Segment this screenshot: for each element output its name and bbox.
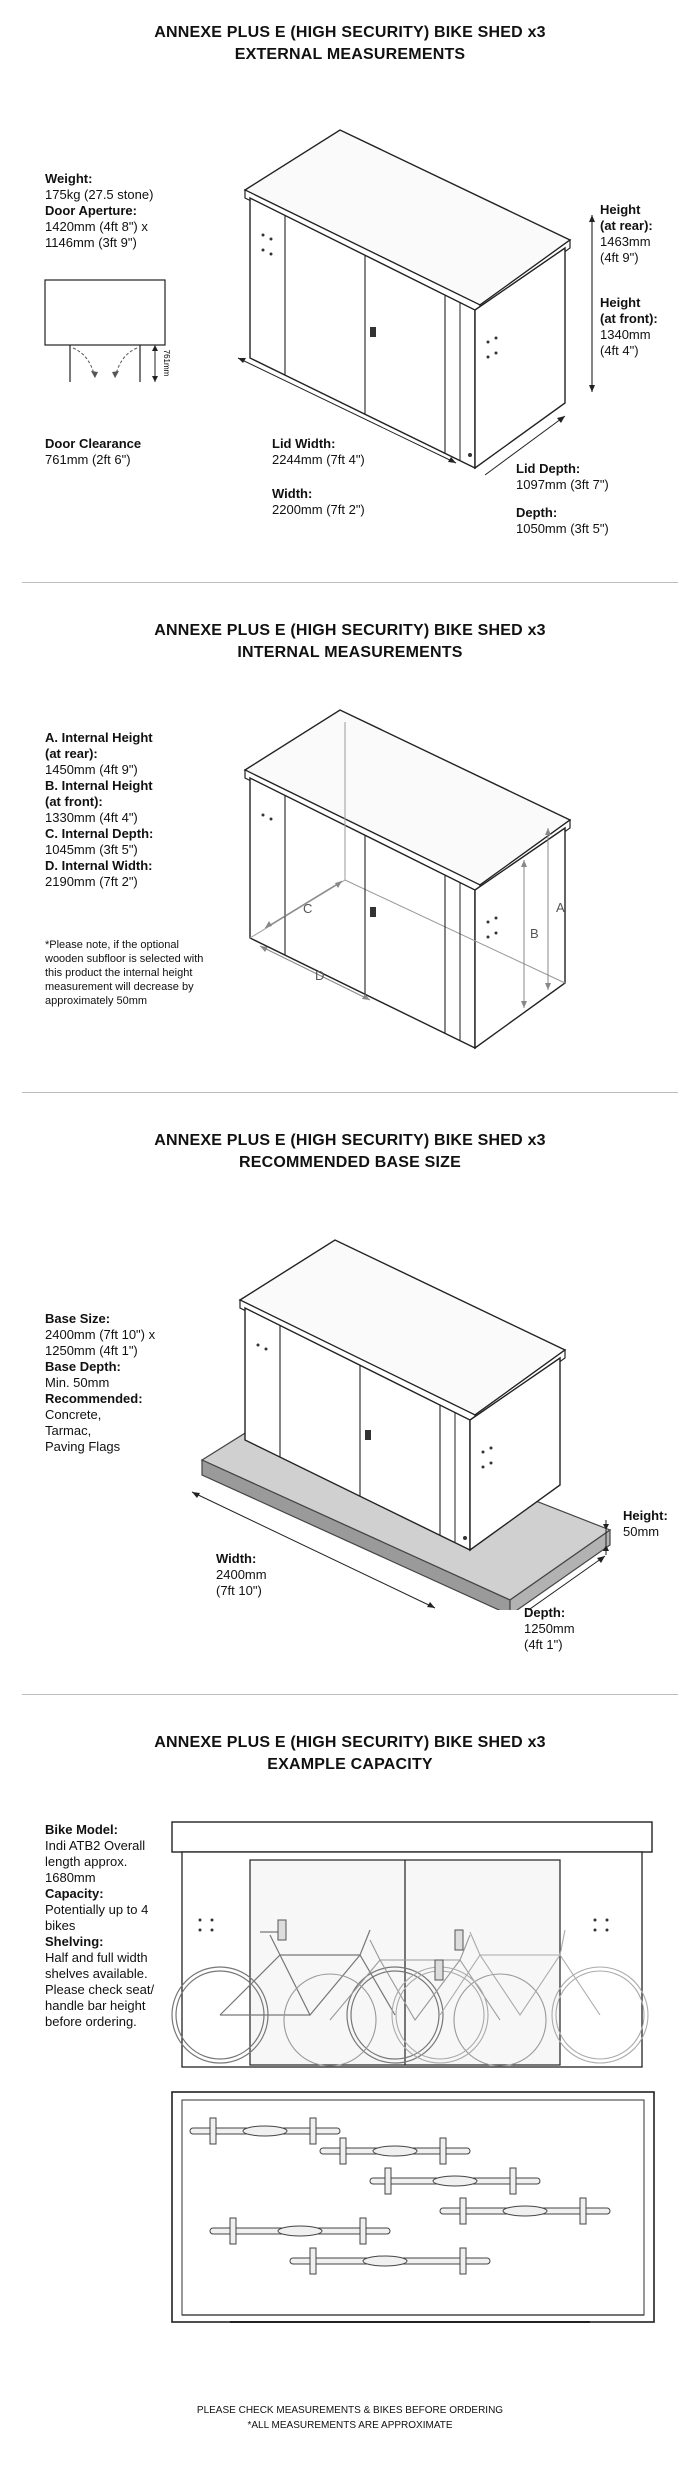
recommended-label: Recommended:: [45, 1391, 143, 1406]
door-aperture-value-1: 1420mm (4ft 8") x: [45, 219, 148, 234]
height-front-value-1: 1340mm: [600, 327, 651, 342]
depth-label: Depth:: [516, 505, 558, 520]
external-spec-left: [45, 171, 153, 251]
internal-spec-left: [45, 730, 220, 890]
base-height-value: 50mm: [623, 1524, 660, 1539]
capacity-value: Potentially up to 4 bikes: [45, 1902, 149, 1933]
base-depth-dim-value-1: 1250mm: [524, 1621, 575, 1636]
internal-marker-a: A: [556, 900, 565, 915]
shelving-label: Shelving:: [45, 1934, 104, 1949]
base-spec-left: [45, 1311, 155, 1455]
base-depth-dim-label: Depth:: [524, 1605, 566, 1620]
footer-line-2: *ALL MEASUREMENTS ARE APPROXIMATE: [247, 2420, 453, 2431]
internal-marker-d: D: [315, 968, 325, 983]
height-front-label-1: Height: [600, 295, 641, 310]
internal-a-label-2: (at rear):: [45, 746, 98, 761]
internal-marker-b: B: [530, 926, 539, 941]
internal-d-value: 2190mm (7ft 2"): [45, 874, 138, 889]
shelving-value: Half and full width shelves available. Please check seat/ handle bar height before ordering.: [45, 1950, 155, 2029]
base-depth-label: Base Depth:: [45, 1359, 121, 1374]
internal-b-label-1: B. Internal Height: [45, 778, 153, 793]
height-front-label-block: [600, 295, 658, 359]
width-block: [272, 486, 365, 518]
door-clearance-dim-text: 761mm: [162, 349, 171, 377]
recommended-value-2: Tarmac,: [45, 1423, 92, 1438]
internal-c-value: 1045mm (3ft 5"): [45, 842, 138, 857]
section-divider: [22, 582, 678, 583]
weight-label: Weight:: [45, 171, 93, 186]
internal-c-label: C. Internal Depth:: [45, 826, 154, 841]
lid-width-value: 2244mm (7ft 4"): [272, 452, 365, 467]
external-title-1: ANNEXE PLUS E (HIGH SECURITY) BIKE SHED x3: [154, 24, 546, 41]
base-depth-value: Min. 50mm: [45, 1375, 110, 1390]
base-width-value-1: 2400mm: [216, 1567, 267, 1582]
internal-b-value: 1330mm (4ft 4"): [45, 810, 138, 825]
internal-a-value: 1450mm (4ft 9"): [45, 762, 138, 777]
section-divider: [22, 1092, 678, 1093]
door-clearance-box: [45, 280, 165, 345]
internal-d-label: D. Internal Width:: [45, 858, 153, 873]
door-clearance-value: 761mm (2ft 6"): [45, 452, 131, 467]
recommended-value-1: Concrete,: [45, 1407, 102, 1422]
height-rear-label-block: [600, 202, 653, 266]
lid-width-label: Lid Width:: [272, 436, 336, 451]
capacity-front-view: [170, 1820, 660, 2075]
depth-block: [516, 505, 609, 537]
height-front-value-2: (4ft 4"): [600, 343, 639, 358]
height-rear-label-2: (at rear):: [600, 218, 653, 233]
external-shed-drawing: [230, 120, 600, 480]
base-size-value-1: 2400mm (7ft 10") x: [45, 1327, 156, 1342]
width-label: Width:: [272, 486, 313, 501]
bike-model-value: Indi ATB2 Overall length approx. 1680mm: [45, 1838, 146, 1885]
internal-note: *Please note, if the optional wooden subfloor is selected with this product the internal height measurement will decrease by approximately 50mm: [45, 939, 204, 1007]
lid-width-block: [272, 436, 365, 468]
door-clearance-spec: [45, 436, 141, 468]
height-rear-value-2: (4ft 9"): [600, 250, 639, 265]
base-depth-block: [524, 1605, 575, 1653]
external-title-2: EXTERNAL MEASUREMENTS: [234, 46, 466, 63]
internal-b-label-2: (at front):: [45, 794, 103, 809]
internal-shed-drawing: [230, 700, 600, 1060]
weight-value: 175kg (27.5 stone): [45, 187, 154, 202]
door-aperture-label: Door Aperture:: [45, 203, 137, 218]
capacity-plan-view: [170, 2090, 660, 2330]
section-divider: [22, 1694, 678, 1695]
base-size-label: Base Size:: [45, 1311, 111, 1326]
height-rear-value-1: 1463mm: [600, 234, 651, 249]
height-front-label-2: (at front):: [600, 311, 658, 326]
base-width-label: Width:: [216, 1551, 257, 1566]
recommended-value-3: Paving Flags: [45, 1439, 121, 1454]
base-width-block: [216, 1551, 267, 1599]
capacity-spec-left: [45, 1822, 165, 2030]
depth-value: 1050mm (3ft 5"): [516, 521, 609, 536]
capacity-title-2: EXAMPLE CAPACITY: [267, 1756, 433, 1773]
footer-line-1: PLEASE CHECK MEASUREMENTS & BIKES BEFORE ORDERING: [196, 2405, 504, 2416]
internal-marker-c: C: [303, 901, 313, 916]
base-width-value-2: (7ft 10"): [216, 1583, 262, 1598]
base-title-2: RECOMMENDED BASE SIZE: [239, 1154, 461, 1171]
lid-depth-block: [516, 461, 609, 493]
shed-lock: [370, 327, 376, 337]
base-size-value-2: 1250mm (4ft 1"): [45, 1343, 138, 1358]
door-clearance-diagram: [40, 270, 180, 400]
internal-title-1: ANNEXE PLUS E (HIGH SECURITY) BIKE SHED x3: [154, 622, 546, 639]
door-aperture-value-2: 1146mm (3ft 9"): [45, 235, 137, 250]
door-clearance-label: Door Clearance: [45, 436, 142, 451]
internal-a-label-1: A. Internal Height: [45, 730, 153, 745]
height-rear-label-1: Height: [600, 202, 641, 217]
capacity-label: Capacity:: [45, 1886, 104, 1901]
lid-depth-value: 1097mm (3ft 7"): [516, 477, 609, 492]
width-value: 2200mm (7ft 2"): [272, 502, 365, 517]
lid-depth-label: Lid Depth:: [516, 461, 581, 476]
bike-model-label: Bike Model:: [45, 1822, 118, 1837]
base-height-label: Height:: [623, 1508, 668, 1523]
base-height-block: [623, 1508, 668, 1540]
base-title-1: ANNEXE PLUS E (HIGH SECURITY) BIKE SHED x3: [154, 1132, 546, 1149]
internal-title-2: INTERNAL MEASUREMENTS: [237, 644, 463, 661]
base-depth-dim-value-2: (4ft 1"): [524, 1637, 563, 1652]
capacity-title-1: ANNEXE PLUS E (HIGH SECURITY) BIKE SHED x3: [154, 1734, 546, 1751]
